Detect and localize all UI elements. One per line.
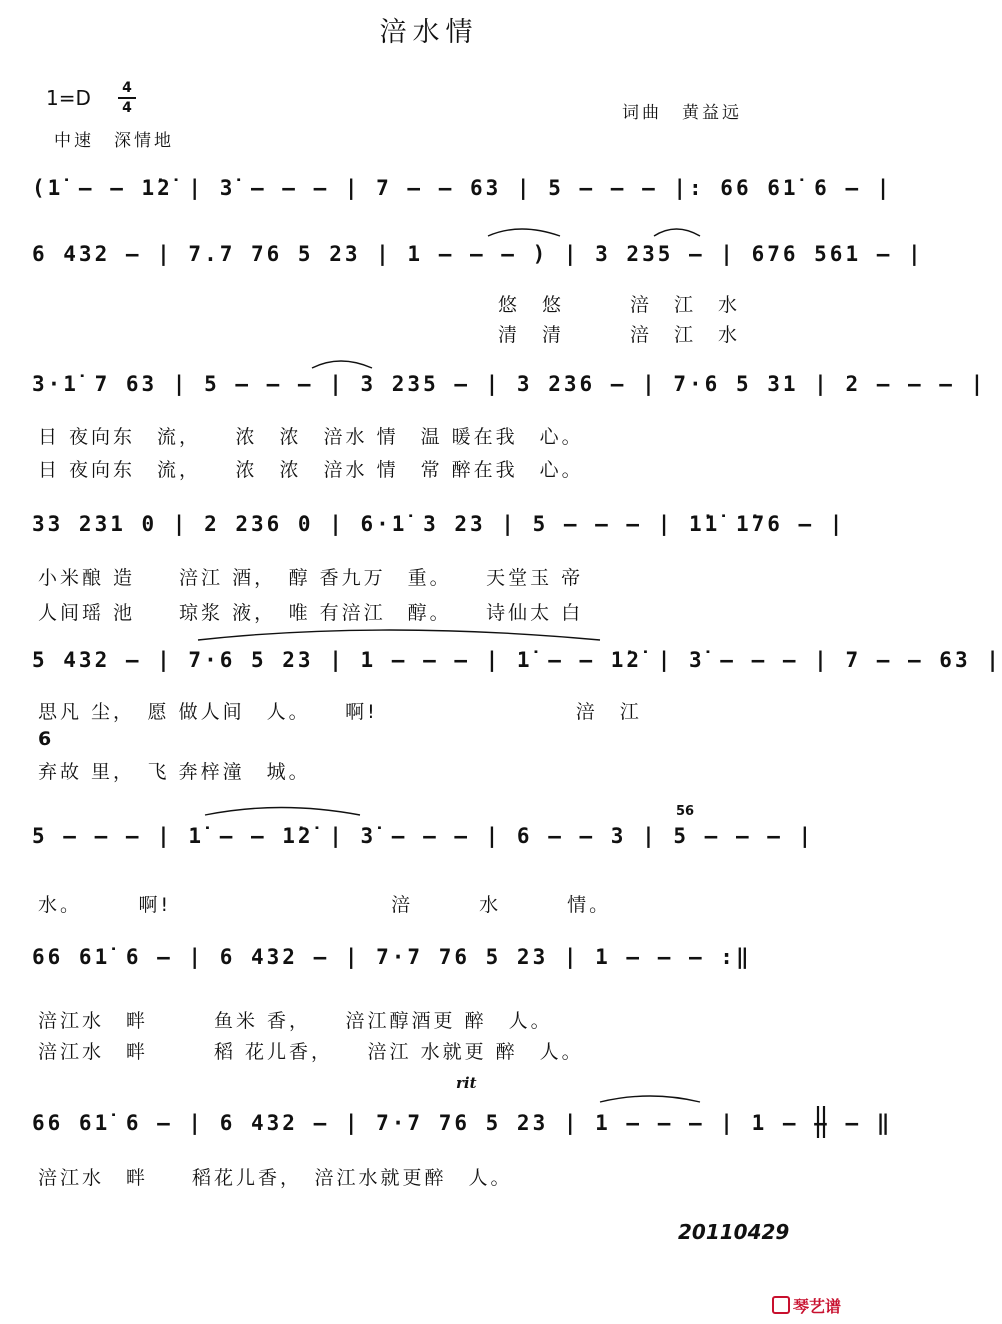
lyric-line-4b: 弃故 里， 飞 奔梓潼 城。 <box>38 761 311 783</box>
lyric-line-7: 涪江水 畔 稻花儿香， 涪江水就更醉 人。 <box>38 1167 513 1189</box>
slur-3 <box>312 361 372 368</box>
notation-line-5: 5 432 – | 7·6 5 23 | 1 – – – | 1̇ – – 1̇2̇ | 3̇ – – – | 7 – – 63 | <box>32 648 1002 672</box>
lyric-line-1b: 清 清 涪 江 水 <box>498 324 741 346</box>
time-signature-bottom: 4 <box>122 100 132 116</box>
notation-line-6: 5 – – – | 1̇ – – 1̇2̇ | 3̇ – – – | 6 – – 3 | 5 – – – | <box>32 824 815 848</box>
notation-line-1: (1̇ – – 1̇2̇ | 3̇ – – – | 7 – – 63 | 5 – – – |: 66 61̇ 6 – | <box>32 176 893 200</box>
grace-note: 56 <box>676 804 695 819</box>
lyric-line-5: 水。 啊! 涪 水 情。 <box>38 894 612 916</box>
composer-credit: 词曲 黄益远 <box>622 103 742 123</box>
final-barline <box>818 1106 824 1138</box>
slur-5 <box>205 808 360 816</box>
notation-line-8: 66 61̇ 6 – | 6 432 – | 7·7 76 5 23 | 1 – – – | 1 – – – ‖ <box>32 1111 893 1135</box>
notation-line-4: 33 231 0 | 2 236 0 | 6·1̇ 3 23 | 5 – – – | 1̇1̇ 1̇76 – | <box>32 512 846 536</box>
logo-text: 琴艺谱 <box>793 1297 842 1316</box>
ritardando-mark: rit <box>456 1074 477 1092</box>
slur-6 <box>600 1096 700 1102</box>
key-signature: 1=D <box>46 86 91 110</box>
lyric-line-2a: 日 夜向东 流， 浓 浓 涪水 情 温 暖在我 心。 <box>38 426 584 448</box>
slur-4 <box>198 630 600 640</box>
time-signature-top: 4 <box>122 80 132 96</box>
logo-icon <box>772 1296 790 1314</box>
notation-line-3: 3·1̇ 7 63 | 5 – – – | 3 235 – | 3 236 – | 7·6 5 31 | 2 – – – | <box>32 372 987 396</box>
verse-number: 6 <box>38 728 52 750</box>
lyric-line-6b: 涪江水 畔 稻 花儿香， 涪江 水就更 醉 人。 <box>38 1041 584 1063</box>
lyric-line-1a: 悠 悠 涪 江 水 <box>498 294 741 316</box>
notation-line-2: 6 432 – | 7.7 76 5 23 | 1 – – – ) | 3 235 – | 676 561 – | <box>32 242 924 266</box>
slur-1 <box>488 229 560 236</box>
notation-line-7: 66 61̇ 6 – | 6 432 – | 7·7 76 5 23 | 1 – – – :‖ <box>32 945 752 969</box>
lyric-line-2b: 日 夜向东 流， 浓 浓 涪水 情 常 醉在我 心。 <box>38 459 584 481</box>
lyric-line-3a: 小米酿 造 涪江 酒， 醇 香九万 重。 天堂玉 帝 <box>38 567 584 589</box>
signature: 20110429 <box>678 1220 790 1244</box>
song-title: 涪水情 <box>379 17 479 48</box>
site-logo <box>772 1294 841 1317</box>
slur-2 <box>654 229 700 236</box>
tempo-marking: 中速 深情地 <box>54 131 174 151</box>
lyric-line-4a: 思凡 尘， 愿 做人间 人。 啊! 涪 江 <box>38 701 642 723</box>
lyric-line-6a: 涪江水 畔 鱼米 香， 涪江醇酒更 醉 人。 <box>38 1010 553 1032</box>
lyric-line-3b: 人间瑶 池 琼浆 液， 唯 有涪江 醇。 诗仙太 白 <box>38 602 584 624</box>
